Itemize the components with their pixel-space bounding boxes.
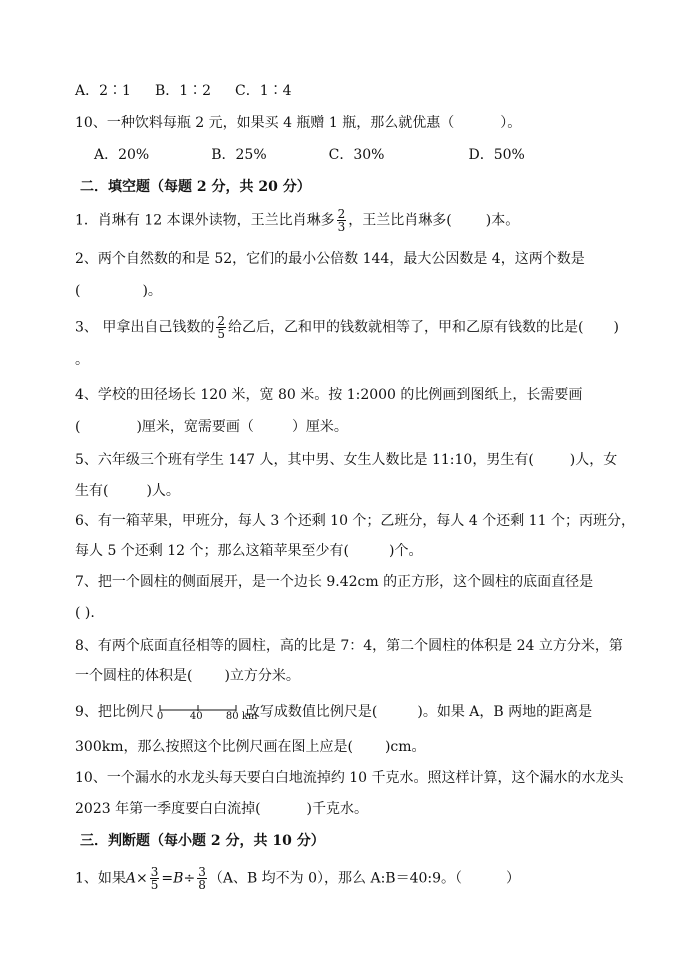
fill-q8-line2: 一个圆柱的体积是( )立方分米。 [75, 668, 300, 684]
choice-d[interactable]: D．50% [468, 147, 525, 163]
choice-c[interactable]: C．1∶4 [235, 83, 292, 99]
fill-q4: 4、学校的田径场长 120 米，宽 80 米。按 1:2000 的比例画到图纸上，长需要画 [75, 387, 583, 403]
choice-b[interactable]: B．1∶2 [154, 83, 212, 99]
fill-q5-line2: 生有( )人。 [75, 483, 180, 499]
fill-q2-line2: ( )。 [75, 283, 162, 299]
fraction: $\frac{3}{8}$ [198, 865, 206, 892]
fill-q3: 3、 甲拿出自己钱数的 $\frac{2}{5}$ 给乙后，乙和甲的钱数就相等了，甲和乙原有钱数的比是( ) [75, 314, 619, 341]
choice-c[interactable]: C．30% [328, 147, 385, 163]
choice-a[interactable]: A．2∶1 [75, 83, 131, 99]
fill-q3-line2: 。 [75, 352, 89, 368]
fraction: $\frac{2}{5}$ [217, 314, 225, 341]
fill-q10-line2: 2023 年第一季度要白白流掉( )千克水。 [75, 801, 369, 817]
q10-choice-stem: 10、一种饮料每瓶 2 元，如果买 4 瓶赠 1 瓶，那么就优惠（ ）。 [75, 115, 522, 131]
fill-q9-line2: 300km，那么按照这个比例尺画在图上应是( )cm。 [75, 739, 426, 755]
fill-q10: 10、一个漏水的水龙头每天要白白地流掉约 10 千克水。照这样计算，这个漏水的水龙头 [75, 770, 624, 786]
fill-q1: 1．肖琳有 12 本课外读物，王兰比肖琳多 $\frac{2}{3}$ ，王兰比肖琳多( )本。 [75, 207, 520, 234]
choice-row-prev [75, 81, 292, 101]
fill-q7: 7、把一个圆柱的侧面展开，是一个边长 9.42cm 的正方形，这个圆柱的底面直径是 [75, 574, 594, 590]
fill-q4-line2: ( )厘米，宽需要画（ ）厘米。 [75, 419, 348, 435]
choice-a[interactable]: A．20% [94, 147, 150, 163]
fill-q8: 8、有两个底面直径相等的圆柱，高的比是 7：4，第二个圆柱的体积是 24 立方分米，第 [75, 638, 623, 654]
fill-q2: 2、两个自然数的和是 52，它们的最小公倍数 144，最大公因数是 4，这两个数是 [75, 251, 585, 267]
choice-b[interactable]: B．25% [211, 147, 267, 163]
fill-q9: 9、把比例尺 0 40 80 km 改写成数值比例尺是( )。如果 A，B 两地的距离是 [75, 701, 592, 723]
fill-q6: 6、有一箱苹果，甲班分，每人 3 个还剩 10 个；乙班分，每人 4 个还剩 11 个；丙班分， [75, 513, 635, 529]
fraction: $\frac{3}{5}$ [150, 865, 159, 892]
section-title: 二．填空题（每题 2 分，共 20 分） [80, 179, 311, 195]
line-scale-bar [156, 701, 258, 723]
section-title: 三．判断题（每小题 2 分，共 10 分） [80, 833, 325, 849]
q10-choice-options [94, 145, 525, 165]
scale-tick-label: 80 km [225, 711, 258, 722]
fill-q7-line2[interactable]: ( ). [75, 605, 95, 621]
scale-tick-label: 40 [189, 711, 203, 722]
fraction: $\frac{2}{3}$ [337, 207, 346, 234]
fill-q5: 5、六年级三个班有学生 147 人，其中男、女生人数比是 11:10，男生有( )人，女 [75, 452, 618, 468]
scale-tick-label: 0 [156, 711, 164, 722]
judge-q1: 1、如果A× $\frac{3}{5}$ =B÷ $\frac{3}{8}$ （A、B 均不为 0），那么 A:B＝40:9。（ ） [75, 865, 521, 892]
fill-q6-line2: 每人 5 个还剩 12 个；那么这箱苹果至少有( )个。 [75, 543, 423, 559]
